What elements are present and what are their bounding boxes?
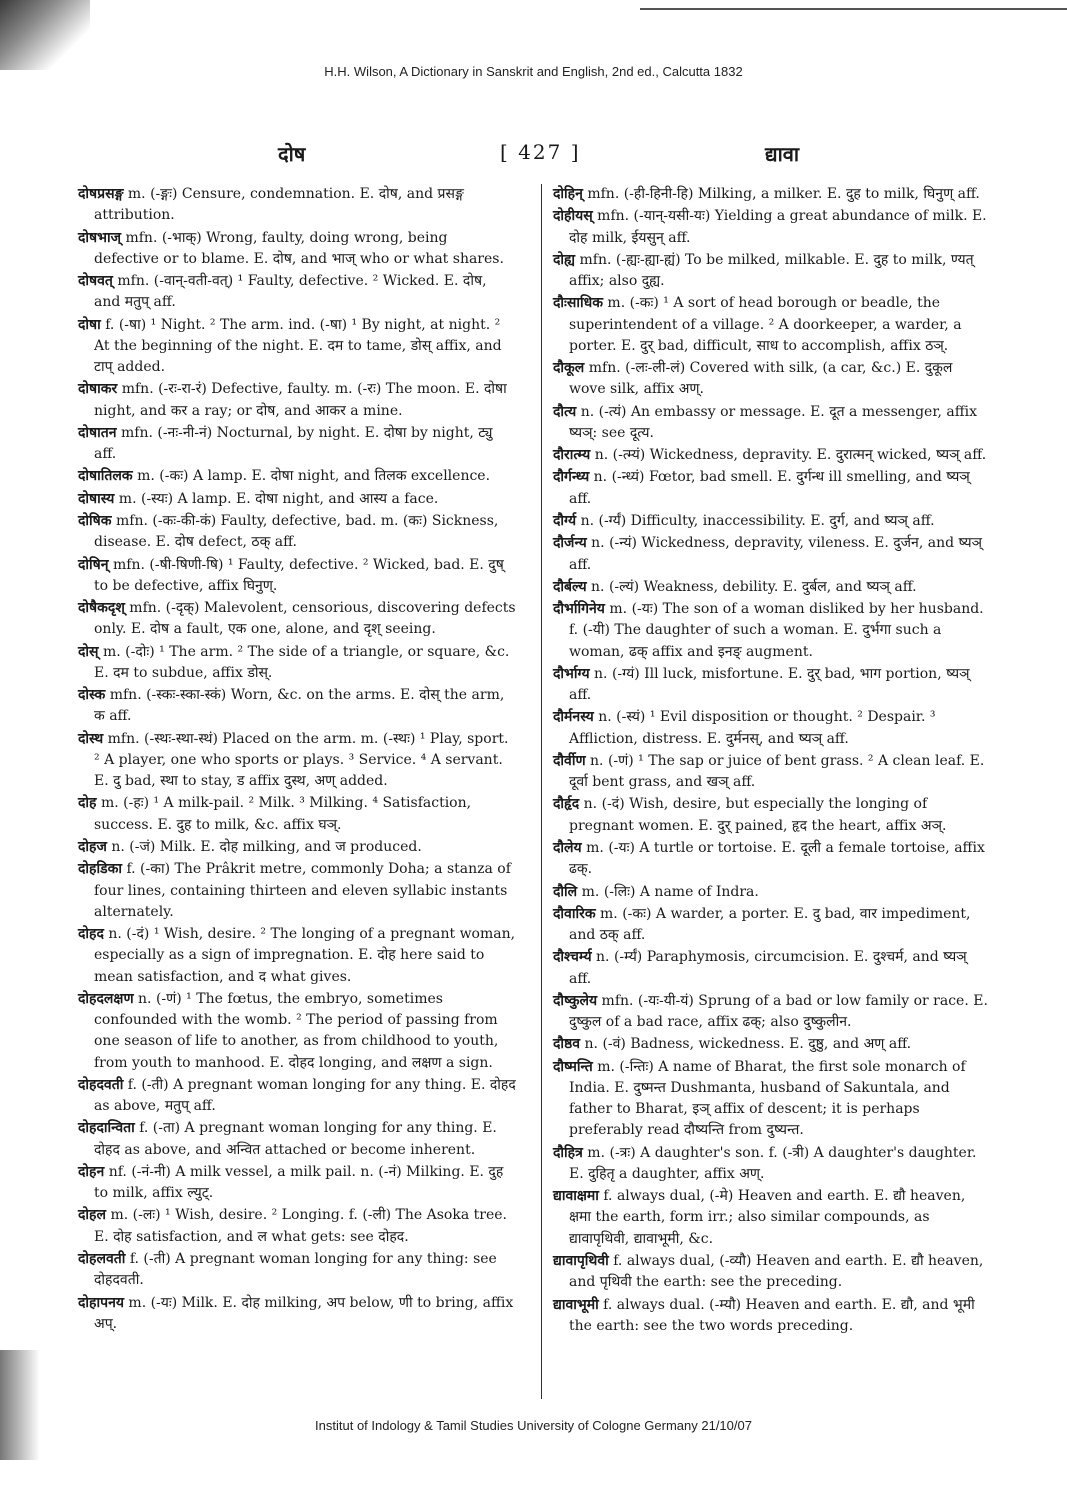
entry-definition: n. (-त्म्यं) Wickedness, depravity. E. दुरात्मन् wicked, ष्यञ् aff.: [590, 447, 987, 464]
entry-definition: m. (-यः) Milk. E. दोह milking, अप below, णी to bring, affix अप्.: [94, 1294, 514, 1332]
entry-definition: n. (-वं) Badness, wickedness. E. दुष्ठु, and अण् aff.: [580, 1036, 912, 1053]
entry-definition: n. (-दं) Wish, desire, but especially the longing of pregnant women. E. दुर् pained, हृद the heart, affix अञ्.: [569, 796, 947, 834]
entry-definition: f. (-ती) A pregnant woman longing for any thing: see दोहदवती.: [94, 1251, 497, 1289]
dictionary-entry: [78, 793, 516, 836]
entry-definition: f. always dual. (-म्यौ) Heaven and earth. E. द्यौ, and भूमी the earth: see the two words preceding.: [569, 1296, 975, 1334]
entry-definition: m. (-ङ्गः) Censure, condemnation. E. दोष, and प्रसङ्ग attribution.: [94, 186, 464, 224]
entry-headword: दौर्भाग्य: [553, 665, 590, 682]
entry-definition: mfn. (-दृक्) Malevolent, censorious, discovering defects only. E. दोष a fault, एक one, alone, and दृश् seeing.: [94, 600, 516, 638]
dictionary-entry: [78, 1118, 516, 1161]
entry-definition: n. (-जं) Milk. E. दोह milking, and ज produced.: [106, 838, 422, 855]
entry-headword: दौश्चर्म्य: [553, 949, 592, 966]
entry-definition: n. (-ल्यं) Weakness, debility. E. दुर्बल, and ष्यञ् aff.: [586, 578, 917, 595]
dictionary-entry: [553, 1295, 991, 1338]
dictionary-entry: [78, 184, 516, 227]
entry-headword: दोषैकदृश्: [78, 600, 125, 617]
entry-headword: दौर्बल्य: [553, 578, 587, 595]
entry-definition: m. (-न्तिः) A name of Bharat, the first sole monarch of India. E. दुष्मन्त Dushmanta, husband of Sakuntala, and father to Bharat, इञ् affix of descent; it is perhaps preferably read दौष्यन्ति from दुष्यन्त.: [569, 1058, 966, 1139]
dictionary-entry: [78, 271, 516, 314]
entry-headword: दोहदलक्षण: [78, 990, 134, 1007]
dictionary-entry: [78, 379, 516, 422]
entry-headword: दौर्ग्य: [553, 512, 577, 529]
entry-definition: f. always dual, (-मे) Heaven and earth. E. द्यौ heaven, क्षमा the earth, form irr.; also similar compounds, as द्यावापृथिवी, द्यावाभूमी, &c.: [569, 1188, 966, 1247]
dictionary-entry: [553, 402, 991, 445]
dictionary-entry: [553, 511, 991, 532]
entry-definition: n. (-र्ग्यं) Difficulty, inaccessibility. E. दुर्ग, and ष्यञ् aff.: [576, 512, 935, 529]
entry-headword: द्यावाक्षमा: [553, 1188, 599, 1205]
entry-definition: mfn. (-ही-हिनी-हि) Milking, a milker. E. दुह to milk, घिनुण् aff.: [582, 186, 980, 202]
dictionary-entry: [78, 423, 516, 466]
entry-definition: mfn. (-भाक्) Wrong, faulty, doing wrong, being defective or to blame. E. दोष, and भाज् who or what shares.: [94, 229, 504, 267]
entry-headword: द्यावाभूमी: [553, 1296, 599, 1313]
dictionary-entry: [553, 904, 991, 947]
entry-definition: mfn. (-रः-रा-रं) Defective, faulty. m. (-रः) The moon. E. दोषा night, and कर a ray; or दोष, and आकर a mine.: [94, 381, 507, 419]
dictionary-entry: [78, 555, 516, 598]
entry-headword: दोहल: [78, 1207, 106, 1224]
entry-headword: दोहलवती: [78, 1251, 126, 1268]
dictionary-entry: [553, 599, 991, 663]
entry-definition: mfn. (-स्कः-स्का-स्कं) Worn, &c. on the arms. E. दोस् the arm, क aff.: [94, 687, 505, 725]
entry-headword: दोहदवती: [78, 1076, 124, 1093]
running-head-left: दोष: [278, 142, 306, 166]
scan-edge-shadow: [0, 1350, 40, 1460]
dictionary-entry: [78, 989, 516, 1074]
entry-definition: m. (-लिः) A name of Indra.: [577, 883, 759, 900]
source-citation: H.H. Wilson, A Dictionary in Sanskrit and English, 2nd ed., Calcutta 1832: [324, 64, 743, 79]
entry-headword: दोस्: [78, 643, 99, 660]
entry-definition: n. (-न्यं) Wickedness, depravity, vileness. E. दुर्जन, and ष्यञ् aff.: [569, 535, 982, 573]
entry-definition: m. (-लः) ¹ Wish, desire. ² Longing. f. (-ली) The Asoka tree. E. दोह satisfaction, and ल what gets: see दोहद.: [94, 1207, 507, 1245]
entry-definition: n. (-ग्यं) Ill luck, misfortune. E. दुर् bad, भाग portion, ष्यञ् aff.: [569, 665, 970, 704]
dictionary-entry: [553, 206, 991, 249]
dictionary-entry: [78, 466, 516, 487]
entry-headword: दोहिन्: [553, 186, 583, 202]
dictionary-entry: [553, 1143, 991, 1186]
entry-headword: दौर्भागिनेय: [553, 601, 605, 618]
entry-definition: mfn. (-यान्-यसी-यः) Yielding a great abundance of milk. E. दोह milk, ईयसुन् aff.: [569, 208, 987, 246]
entry-headword: दोषिन्: [78, 556, 109, 573]
scan-corner-shadow: [0, 0, 90, 70]
entry-definition: mfn. (-वान्-वती-वत्) ¹ Faulty, defective. ² Wicked. E. दोष, and मतुप् aff.: [94, 273, 487, 311]
footer-credit: Institut of Indology & Tamil Studies University of Cologne Germany 21/10/07: [315, 1418, 752, 1433]
dictionary-entry: [553, 293, 991, 357]
entry-headword: दौलेय: [553, 839, 582, 856]
entry-definition: n. (-र्म्यं) Paraphymosis, circumcision. E. दुश्चर्म, and ष्यञ् aff.: [569, 949, 967, 987]
entry-headword: दोषवत्: [78, 273, 113, 290]
entry-headword: दोषभाज्: [78, 229, 122, 246]
entry-definition: m. (-हः) ¹ A milk-pail. ² Milk. ³ Milking. ⁴ Satisfaction, success. E. दुह to milk, &c. affix घञ्.: [94, 795, 472, 833]
dictionary-entry: [78, 1249, 516, 1292]
entry-headword: दोषातिलक: [78, 468, 133, 485]
entry-definition: mfn. (-स्थः-स्था-स्थं) Placed on the arm. m. (-स्थः) ¹ Play, sport. ² A player, one who sports or plays. ³ Service. ⁴ A servant. E. दु bad, स्था to stay, ड affix दुस्थ, अण् added.: [94, 730, 509, 790]
dictionary-entry: [553, 794, 991, 837]
right-column: [553, 184, 991, 1338]
entry-definition: f. always dual, (-व्यौ) Heaven and earth. E. द्यौ heaven, and पृथिवी the earth: see the preceding.: [569, 1253, 984, 1291]
entry-definition: mfn. (-यः-यी-यं) Sprung of a bad or low family or race. E. दुष्कुल of a bad race, affix ढक्; also दुष्कुलीन.: [569, 992, 988, 1031]
entry-headword: दोह्य: [553, 251, 576, 268]
entry-headword: दोषाकर: [78, 381, 118, 398]
dictionary-entry: [553, 533, 991, 576]
entry-definition: n. (-दं) ¹ Wish, desire. ² The longing of a pregnant woman, especially as a sign of impregnation. E. दोह here said to mean satisfaction, and द what gives.: [94, 926, 516, 985]
dictionary-entry: [78, 859, 516, 923]
entry-definition: f. (-षा) ¹ Night. ² The arm. ind. (-षा) ¹ By night, at night. ² At the beginning of the night. E. दम to tame, डोस् affix, and टाप् added.: [94, 316, 502, 376]
dictionary-entry: [553, 751, 991, 794]
dictionary-entry: [78, 924, 516, 988]
entry-headword: दौरात्म्य: [553, 447, 591, 464]
entry-headword: दोषा: [78, 316, 101, 333]
entry-definition: m. (-स्यः) A lamp. E. दोषा night, and आस्य a face.: [114, 490, 439, 507]
entry-headword: दोहडिका: [78, 861, 122, 878]
dictionary-entry: [553, 1057, 991, 1142]
dictionary-entry: [78, 1293, 516, 1336]
dictionary-entry: [553, 250, 991, 293]
entry-definition: m. (-दोः) ¹ The arm. ² The side of a triangle, or square, &c. E. दम to subdue, affix डोस्.: [94, 643, 510, 681]
entry-headword: दौकूल: [553, 360, 585, 377]
entry-headword: दोहज: [78, 838, 107, 855]
entry-definition: f. (-ती) A pregnant woman longing for any thing. E. दोहद as above, मतुप् aff.: [94, 1076, 516, 1115]
dictionary-entry: [553, 467, 991, 510]
entry-definition: n. (-न्ध्यं) Fœtor, bad smell. E. दुर्गन्ध ill smelling, and ष्यञ् aff.: [569, 469, 970, 507]
entry-headword: दोषप्रसङ्ग: [78, 186, 124, 202]
dictionary-entry: [553, 1186, 991, 1250]
dictionary-entry: [553, 184, 991, 205]
dictionary-entry: [78, 511, 516, 554]
entry-definition: mfn. (-ह्यः-ह्या-ह्यं) To be milked, milkable. E. दुह to milk, ण्यत् affix; also दुह्य.: [569, 251, 974, 290]
page-number: [ 427 ]: [500, 140, 581, 164]
entry-headword: दौत्य: [553, 403, 577, 420]
dictionary-entry: [78, 489, 516, 510]
entry-headword: दोहद: [78, 926, 104, 943]
entry-definition: n. (-स्यं) ¹ Evil disposition or thought. ² Despair. ³ Affliction, distress. E. दुर्मनस्, and ष्यञ् aff.: [569, 709, 936, 747]
dictionary-entry: [78, 729, 516, 793]
dictionary-entry: [553, 445, 991, 466]
entry-headword: दोस्क: [78, 687, 106, 704]
entry-definition: m. (-यः) The son of a woman disliked by her husband. f. (-यी) The daughter of such a woman. E. दुर्भगा such a woman, ढक् affix and इनङ् augment.: [569, 601, 984, 660]
entry-headword: दौर्मनस्य: [553, 709, 594, 726]
dictionary-entry: [553, 577, 991, 598]
entry-definition: m. (-त्रः) A daughter's son. f. (-त्री) A daughter's daughter. E. दुहितृ a daughter, affix अण्.: [569, 1144, 977, 1182]
entry-headword: दौष्कुलेय: [553, 992, 598, 1009]
entry-headword: दोहदान्विता: [78, 1120, 135, 1137]
entry-headword: दौष्मन्ति: [553, 1058, 593, 1075]
entry-headword: दोषास्य: [78, 490, 115, 507]
entry-definition: f. (-ता) A pregnant woman longing for any thing. E. दोहद as above, and अन्वित attached or become inherent.: [94, 1120, 497, 1158]
entry-definition: m. (-कः) A lamp. E. दोषा night, and तिलक excellence.: [132, 468, 491, 485]
entry-headword: दोषिक: [78, 512, 112, 529]
entry-headword: दोहापनय: [78, 1294, 124, 1311]
column-divider: [541, 184, 542, 1399]
dictionary-entry: [78, 685, 516, 728]
left-column: [78, 184, 516, 1336]
entry-definition: nf. (-नं-नी) A milk vessel, a milk pail. n. (-नं) Milking. E. दुह to milk, affix ल्युट्.: [94, 1163, 504, 1202]
dictionary-entry: [78, 598, 516, 641]
running-head-right: द्यावा: [765, 142, 800, 166]
entry-headword: दौर्जन्य: [553, 535, 587, 552]
dictionary-entry: [553, 947, 991, 990]
entry-definition: mfn. (-नः-नी-नं) Nocturnal, by night. E. दोषा by night, ट्यु aff.: [94, 424, 493, 463]
entry-headword: दौष्ठव: [553, 1036, 581, 1053]
entry-definition: n. (-त्यं) An embassy or message. E. दूत a messenger, affix ष्यञ्: see दूत्य.: [569, 403, 978, 441]
dictionary-entry: [78, 228, 516, 271]
dictionary-entry: [553, 1251, 991, 1294]
entry-headword: दौवारिक: [553, 905, 596, 922]
entry-headword: दोह: [78, 795, 97, 812]
dictionary-entry: [78, 1075, 516, 1118]
dictionary-entry: [78, 1205, 516, 1248]
dictionary-entry: [553, 664, 991, 707]
entry-definition: mfn. (-कः-की-कं) Faulty, defective, bad. m. (कः) Sickness, disease. E. दोष defect, ठक् aff.: [94, 512, 499, 551]
dictionary-entry: [553, 882, 991, 903]
dictionary-entry: [78, 315, 516, 379]
dictionary-entry: [78, 837, 516, 858]
entry-headword: दोहीयस्: [553, 208, 593, 225]
entry-headword: दौहित्र: [553, 1144, 583, 1161]
dictionary-entry: [553, 991, 991, 1034]
entry-headword: दोहन: [78, 1163, 105, 1180]
entry-definition: n. (-णं) ¹ The sap or juice of bent grass. ² A clean leaf. E. दूर्वा bent grass, and खञ् aff.: [569, 752, 985, 791]
page-top-rule: [640, 8, 1067, 10]
entry-definition: m. (-कः) ¹ A sort of head borough or beadle, the superintendent of a village. ² A doorkeeper, a warder, a porter. E. दुर् bad, difficult, साध to accomplish, affix ठञ्.: [569, 295, 962, 354]
dictionary-entry: [553, 358, 991, 401]
entry-definition: n. (-णं) ¹ The fœtus, the embryo, sometimes confounded with the womb. ² The period of passing from one season of life to another, as from childhood to youth, from youth to manhood. E. दोहद longing, and लक्षण a sign.: [94, 990, 499, 1071]
entry-headword: दौलि: [553, 883, 578, 900]
dictionary-entry: [78, 642, 516, 685]
entry-headword: दौर्वीण: [553, 752, 586, 769]
entry-headword: दोषातन: [78, 424, 117, 441]
entry-definition: mfn. (-लः-ली-लं) Covered with silk, (a car, &c.) E. दुकूल wove silk, affix अण्.: [569, 360, 953, 398]
entry-headword: दौःसाधिक: [553, 295, 603, 312]
dictionary-entry: [553, 1034, 991, 1055]
entry-headword: दौर्गन्ध्य: [553, 469, 590, 486]
dictionary-entry: [553, 838, 991, 881]
dictionary-entry: [553, 707, 991, 750]
entry-headword: दोस्थ: [78, 730, 104, 747]
entry-definition: m. (-कः) A warder, a porter. E. दु bad, वार impediment, and ठक् aff.: [569, 905, 971, 944]
entry-definition: mfn. (-षी-षिणी-षि) ¹ Faulty, defective. ² Wicked, bad. E. दुष् to be defective, affix घिनुण्.: [94, 556, 504, 594]
entry-headword: दौर्हृद: [553, 796, 580, 813]
dictionary-entry: [78, 1162, 516, 1205]
entry-headword: द्यावापृथिवी: [553, 1253, 609, 1270]
entry-definition: m. (-यः) A turtle or tortoise. E. दूली a female tortoise, affix ढक्.: [569, 839, 985, 878]
entry-definition: f. (-का) The Prâkrit metre, commonly Doha; a stanza of four lines, containing thirteen and eleven syllabic instants alternately.: [94, 861, 511, 920]
